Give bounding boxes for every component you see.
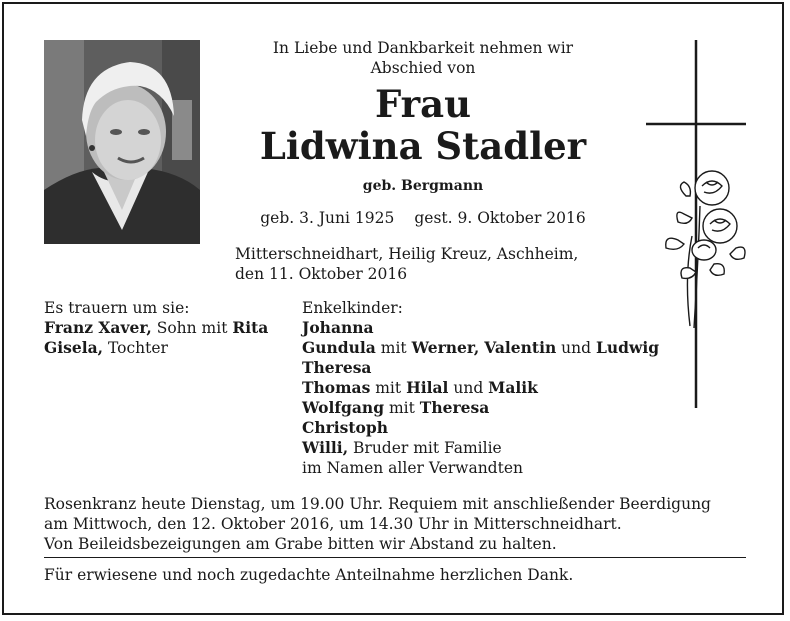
date-line: den 11. Oktober 2016 [235, 265, 408, 283]
mourners-left [44, 298, 268, 358]
mourner-row: Gundula mit Werner, Valentin und Ludwig [302, 338, 660, 357]
portrait-image [44, 40, 200, 244]
life-dates [210, 208, 636, 228]
mourner-row: Gisela, Tochter [44, 338, 168, 357]
thanks-line: Für erwiesene und noch zugedachte Anteilnahme herzlichen Dank. [44, 566, 574, 584]
mourner-row: im Namen aller Verwandten [302, 459, 523, 477]
mourner-row: Thomas mit Hilal und Malik [302, 378, 538, 397]
place-line: Mitterschneidhart, Heilig Kreuz, Aschheim, [235, 245, 579, 263]
grandchildren-heading: Enkelkinder: [302, 299, 403, 317]
death-date: gest. 9. Oktober 2016 [414, 209, 586, 227]
maiden-name: geb. Bergmann [362, 178, 484, 194]
portrait-photo [44, 40, 200, 244]
mourner-row: Franz Xaver, Sohn mit Rita [44, 318, 269, 337]
place-and-date [235, 244, 578, 284]
rose-icon [666, 171, 745, 328]
cross-icon [640, 36, 760, 416]
divider [44, 557, 746, 558]
intro-text [210, 38, 636, 78]
mourners-right [302, 298, 659, 478]
intro-line: In Liebe und Dankbarkeit nehmen wir [272, 39, 574, 57]
service-line: am Mittwoch, den 12. Oktober 2016, um 14.30 Uhr in Mitterschneidhart. [44, 515, 622, 533]
service-info [44, 494, 711, 554]
mourners-heading: Es trauern um sie: [44, 299, 190, 317]
intro-line: Abschied von [370, 59, 476, 77]
mourner-row: Willi, Bruder mit Familie [302, 438, 502, 457]
service-line: Von Beileidsbezeigungen am Grabe bitten wir Abstand zu halten. [44, 535, 557, 553]
salutation: Frau [375, 82, 471, 126]
mourner-row: Wolfgang mit Theresa [302, 398, 490, 417]
service-line: Rosenkranz heute Dienstag, um 19.00 Uhr. Requiem mit anschließender Beerdigung [44, 495, 711, 513]
deceased-name: Lidwina Stadler [259, 124, 587, 168]
birth-date: geb. 3. Juni 1925 [260, 209, 395, 227]
mourner-row: Christoph [302, 418, 388, 437]
mourner-row: Theresa [302, 358, 372, 377]
mourner-row: Johanna [302, 318, 374, 337]
